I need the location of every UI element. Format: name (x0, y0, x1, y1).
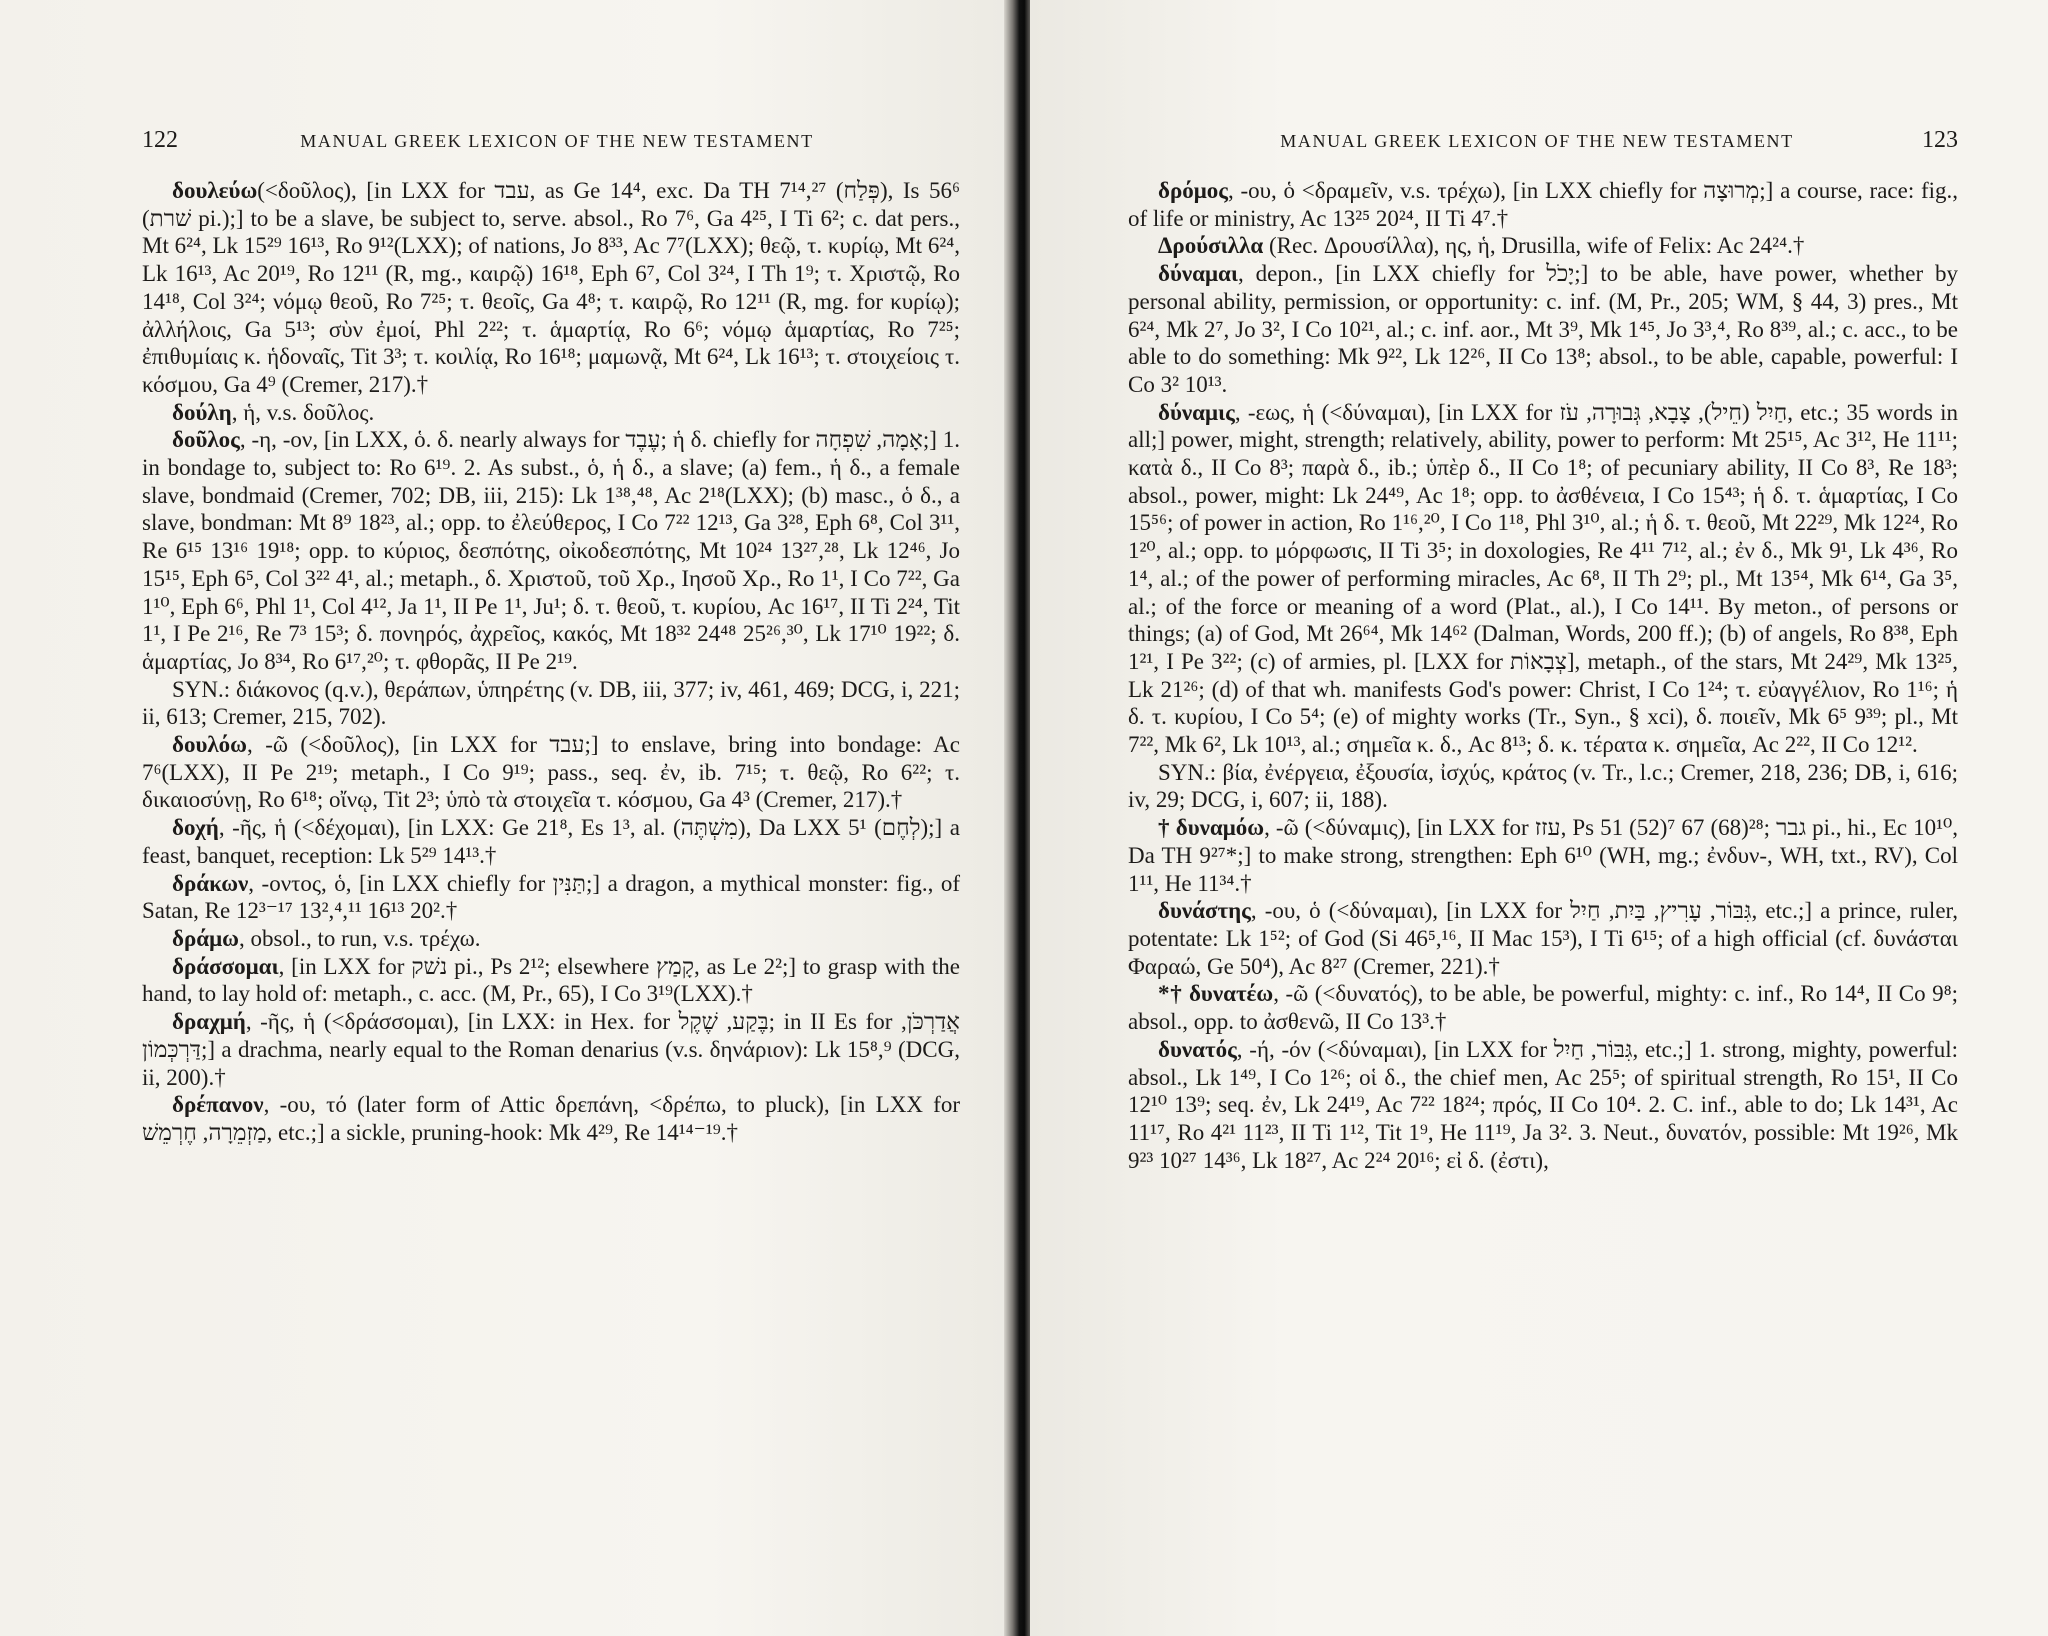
entry-text: (<δοῦλος), [in LXX for עבד, as Ge 14⁴, exc. Da TH 7¹⁴,²⁷ (פְּלַח), Is 56⁶ (שׁרת pi.);] to be a slave, be subject to, serve. absol., Ro 7⁶, Ga 4²⁵, I Ti 6²; c. dat pers., Mt 6²⁴, Lk 15²⁹ 16¹³, Ro 9¹²(LXX); of nations, Jo 8³³, Ac 7⁷(LXX); θεῷ, τ. κυρίῳ, Mt 6²⁴, Lk 16¹³, Ac 20¹⁹, Ro 12¹¹ (R, mg., καιρῷ) 16¹⁸, Eph 6⁷, Col 3²⁴, I Th 1⁹; τ. Χριστῷ, Ro 14¹⁸, Col 3²⁴; νόμῳ θεοῦ, Ro 7²⁵; τ. θεοῖς, Ga 4⁸; τ. καιρῷ, Ro 12¹¹ (R, mg. for κυρίῳ); ἀλλήλοις, Ga 5¹³; σὺν ἐμοί, Phl 2²²; τ. ἁμαρτίᾳ, Ro 6⁶; νόμῳ ἁμαρτίας, Ro 7²⁵; ἐπιθυμίαις κ. ἡδοναῖς, Tit 3³; τ. κοιλίᾳ, Ro 16¹⁸; μαμωνᾷ, Mt 6²⁴, Lk 16¹³; τ. στοιχείοις τ. κόσμου, Ga 4⁹ (Cremer, 217).† (142, 178, 960, 397)
lexicon-column (1128, 177, 1958, 1174)
entry-text: , obsol., to run, v.s. τρέχω. (238, 925, 481, 951)
entry-headword: *† δυνατέω (1158, 981, 1274, 1007)
lexicon-column (142, 177, 960, 1147)
running-head: MANUAL GREEK LEXICON OF THE NEW TESTAMENT (1280, 131, 1794, 151)
page-number: 122 (142, 127, 178, 153)
entry-headword: † δυναμόω (1158, 815, 1265, 841)
entry-headword: δύναμαι (1158, 261, 1238, 287)
entry-headword: δυνάστης (1158, 898, 1251, 924)
entry-text: SYN.: διάκονος (q.v.), θεράπων, ὑπηρέτης (v. DB, iii, 377; iv, 461, 469; DCG, i, 221; ii, 613; Cremer, 215, 702). (142, 676, 960, 730)
lexicon-entry (142, 731, 960, 814)
entry-text: , ἡ, v.s. δοῦλος. (231, 399, 375, 425)
lexicon-entry (1128, 260, 1958, 399)
entry-text: , -ου, ὁ (<δύναμαι), [in LXX for גִּבּוֹר, עָרִיץ, בַּיִת, חַיִל, etc.;] a prince, ruler, potentate: Lk 1⁵²; of God (Si 46⁵,¹⁶, II Mac 15³), I Ti 6¹⁵; of a high official (cf. δυνάσται Φαραώ, Ge 50⁴), Ac 8²⁷ (Cremer, 221).† (1128, 898, 1959, 979)
lexicon-entry (142, 399, 960, 427)
entry-text: , -ῆς, ἡ (<δράσσομαι), [in LXX: in Hex. for בֶּקַע, שֶׁקֶל; in II Es for אֲדַרְכֹּן, דַּרְכְּמוֹן;] a drachma, nearly equal to the Roman denarius (v.s. δηνάριον): Lk 15⁸,⁹ (DCG, ii, 200).† (142, 1009, 960, 1090)
left-page (0, 0, 1012, 1636)
entry-text: , -ῶ (<δοῦλος), [in LXX for עבד;] to enslave, bring into bondage: Ac 7⁶(LXX), II Pe 2¹⁹; metaph., I Co 9¹⁹; pass., seq. ἐν, ib. 7¹⁵; τ. θεῷ, Ro 6²²; τ. δικαιοσύνῃ, Ro 6¹⁸; οἴνῳ, Tit 2³; ὑπὸ τὰ στοιχεῖα τ. κόσμου, Ga 4³ (Cremer, 217).† (142, 732, 960, 813)
lexicon-entry (142, 1008, 960, 1091)
entry-headword: δοῦλος (172, 427, 240, 453)
entry-headword: Δρούσιλλα (1158, 233, 1264, 259)
entry-text: , -εως, ἡ (<δύναμαι), [in LXX for חַיִל (חֵיל), צָבָא, גְּבוּרָה, עֹז, etc.; 35 words in all;] power, might, strength; relatively, ability, power to perform: Mt 25¹⁵, Ac 3¹², He 11¹¹; κατὰ δ., II Co 8³; παρὰ δ., ib.; ὑπὲρ δ., II Co 1⁸; of pecuniary ability, II Co 8³, Re 18³; absol., power, might: Lk 24⁴⁹, Ac 1⁸; opp. to ἀσθένεια, I Co 15⁴³; ἡ δ. τ. ἁμαρτίας, I Co 15⁵⁶; of power in action, Ro 1¹⁶,²⁰, I Co 1¹⁸, Phl 3¹⁰, al.; ἡ δ. τ. θεοῦ, Mt 22²⁹, Mk 12²⁴, Ro 1²⁰, al.; opp. to μόρφωσις, II Ti 3⁵; in doxologies, Re 4¹¹ 7¹², al.; ἐν δ., Mk 9¹, Lk 4³⁶, Ro 1⁴, al.; of the power of performing miracles, Ac 6⁸, II Th 2⁹; pl., Mt 13⁵⁴, Mk 6¹⁴, Ga 3⁵, al.; of the force or meaning of a word (Plat., al.), I Co 14¹¹. By meton., of persons or things; (a) of God, Mt 26⁶⁴, Mk 14⁶² (Dalman, Words, 200 ff.); (b) of angels, Ro 8³⁸, Eph 1²¹, I Pe 3²²; (c) of armies, pl. [LXX for צְבָאוֹת], metaph., of the stars, Mt 24²⁹, Mk 13²⁵, Lk 21²⁶; (d) of that wh. manifests God's power: Christ, I Co 1²⁴; τ. εὐαγγέλιον, Ro 1¹⁶; ἡ δ. τ. κυρίου, I Co 5⁴; (e) of mighty works (Tr., Syn., § xci), δ. ποιεῖν, Mk 6⁵ 9³⁹; pl., Mt 7²², Mk 6², Lk 10¹³, al.; σημεῖα κ. δ., Ac 8¹³; δ. κ. τέρατα κ. σημεῖα, Ac 2²², II Co 12¹². (1128, 399, 1959, 758)
entry-headword: δουλεύω (172, 178, 258, 203)
lexicon-entry (1128, 897, 1958, 980)
entry-headword: δούλη (172, 399, 232, 425)
lexicon-entry (142, 925, 960, 953)
lexicon-entry (142, 814, 960, 869)
lexicon-entry (142, 177, 960, 399)
lexicon-entry (1128, 232, 1958, 260)
synonym-note (1128, 759, 1958, 814)
lexicon-entry (142, 870, 960, 925)
lexicon-entry (1128, 814, 1958, 897)
lexicon-entry (1128, 980, 1958, 1035)
entry-text: , -ή, -όν (<δύναμαι), [in LXX for גִּבּוֹר, חַיִל, etc.;] 1. strong, mighty, powerful: absol., Lk 1⁴⁹, I Co 1²⁶; οἱ δ., the chief men, Ac 25⁵; of spiritual strength, Ro 15¹, II Co 12¹⁰ 13⁹; seq. ἐν, Lk 24¹⁹, Ac 7²² 18²⁴; πρός, II Co 10⁴. 2. C. inf., able to do; Lk 14³¹, Ac 11¹⁷, Ro 4²¹ 11²³, II Ti 1¹², Tit 1⁹, He 11¹⁹, Ja 3². 3. Neut., δυνατόν, possible: Mt 19²⁶, Mk 9²³ 10²⁷ 14³⁶, Lk 18²⁷, Ac 2²⁴ 20¹⁶; εἰ δ. (ἐστι), (1128, 1036, 1958, 1173)
entry-text: , -ῶ (<δυνατός), to be able, be powerful, mighty: c. inf., Ro 14⁴, II Co 9⁸; absol., opp. to ἀσθενῶ, II Co 13³.† (1128, 981, 1959, 1035)
entry-text: , -ου, ὁ <δραμεῖν, v.s. τρέχω), [in LXX chiefly for מְרוּצָה;] a course, race: fig., of life or ministry, Ac 13²⁵ 20²⁴, II Ti 4⁷.† (1128, 178, 1958, 231)
entry-text: SYN.: βία, ἐνέργεια, ἐξουσία, ἰσχύς, κράτος (v. Tr., l.c.; Cremer, 218, 236; DB, i, 616; iv, 29; DCG, i, 607; ii, 188). (1128, 759, 1958, 813)
page-header (142, 128, 960, 153)
entry-headword: δράμω (172, 925, 239, 951)
lexicon-entry (142, 1091, 960, 1146)
entry-text: , -η, -ον, [in LXX, ὁ. δ. nearly always for עֶבֶד; ἡ δ. chiefly for אָמָה, שִׁפְחָה;] 1. in bondage to, subject to: Ro 6¹⁹. 2. As subst., ὁ, ἡ δ., a slave; (a) fem., ἡ δ., a female slave, bondmaid (Cremer, 702; DB, iii, 215): Lk 1³⁸,⁴⁸, Ac 2¹⁸(LXX); (b) masc., ὁ δ., a slave, bondman: Mt 8⁹ 18²³, al.; opp. to ἐλεύθερος, I Co 7²² 12¹³, Ga 3²⁸, Eph 6⁸, Col 3¹¹, Re 6¹⁵ 13¹⁶ 19¹⁸; opp. to κύριος, δεσπότης, οἰκοδεσπότης, Mt 10²⁴ 13²⁷,²⁸, Lk 12⁴⁶, Jo 15¹⁵, Eph 6⁵, Col 3²² 4¹, al.; metaph., δ. Χριστοῦ, τοῦ Χρ., Ιησοῦ Χρ., Ro 1¹, I Co 7²², Ga 1¹⁰, Eph 6⁶, Phl 1¹, Col 4¹², Ja 1¹, II Pe 1¹, Ju¹; δ. τ. θεοῦ, τ. κυρίου, Ac 16¹⁷, II Ti 2²⁴, Tit 1¹, I Pe 2¹⁶, Re 7³ 15³; δ. πονηρός, ἀχρεῖος, κακός, Mt 18³² 24⁴⁸ 25²⁶,³⁰, Lk 17¹⁰ 19²²; δ. ἁμαρτίας, Jo 8³⁴, Ro 6¹⁷,²⁰; τ. φθορᾶς, II Pe 2¹⁹. (142, 427, 960, 674)
lexicon-entry (1128, 1036, 1958, 1175)
entry-headword: δράκων (172, 870, 249, 896)
lexicon-entry (142, 426, 960, 675)
entry-headword: δραχμή (172, 1009, 246, 1035)
right-page (1030, 0, 2048, 1636)
lexicon-entry (142, 953, 960, 1008)
running-head: MANUAL GREEK LEXICON OF THE NEW TESTAMENT (300, 131, 814, 151)
entry-text: , -ῆς, ἡ (<δέχομαι), [in LXX: Ge 21⁸, Es 1³, al. (מִשְׁתֶּה), Da LXX 5¹ (לְחֶם);] a feast, banquet, reception: Lk 5²⁹ 14¹³.† (142, 815, 960, 868)
entry-headword: δρέπανον (172, 1092, 264, 1118)
entry-text: , depon., [in LXX chiefly for יָכֹל;] to be able, have power, whether by personal ability, permission, or opportunity: c. inf. (M, Pr., 205; WM, § 44, 3) pres., Mt 6²⁴, Mk 2⁷, Jo 3², I Co 10²¹, al.; c. inf. aor., Mt 3⁹, Mk 1⁴⁵, Jo 3³,⁴, Ro 8³⁹, al.; c. acc., to be able to do something: Mk 9²², Lk 12²⁶, II Co 13⁸; absol., to be able, capable, powerful: I Co 3² 10¹³. (1128, 261, 1958, 397)
entry-text: , -ου, τό (later form of Attic δρεπάνη, <δρέπω, to pluck), [in LXX for מַזְמֵרָה, חֶרְמֵשׁ, etc.;] a sickle, pruning-hook: Mk 4²⁹, Re 14¹⁴⁻¹⁹.† (142, 1092, 960, 1145)
entry-text: , -οντος, ὁ, [in LXX chiefly for תַּנִּין;] a dragon, a mythical monster: fig., of Satan, Re 12³⁻¹⁷ 13²,⁴,¹¹ 16¹³ 20².† (142, 870, 961, 924)
entry-headword: δυνατός (1158, 1036, 1237, 1062)
entry-text: , [in LXX for נשׁק pi., Ps 2¹²; elsewhere קָמַץ, as Le 2²;] to grasp with the hand, to lay hold of: metaph., c. acc. (M, Pr., 65), I Co 3¹⁹(LXX).† (142, 953, 960, 1007)
entry-headword: δοχή (172, 815, 219, 841)
page-number: 123 (1922, 127, 1958, 153)
page-header (1128, 128, 1958, 153)
entry-headword: δύναμις (1158, 399, 1235, 425)
entry-headword: δράσσομαι (172, 953, 279, 979)
entry-text: (Rec. Δρουσίλλα), ης, ἡ, Drusilla, wife of Felix: Ac 24²⁴.† (1263, 233, 1805, 259)
lexicon-entry (1128, 399, 1958, 759)
entry-text: , -ῶ (<δύναμις), [in LXX for עזז, Ps 51 (52)⁷ 67 (68)²⁸; גבר pi., hi., Ec 10¹⁰, Da TH 9²⁷*;] to make strong, strengthen: Eph 6¹⁰ (WH, mg.; ἐνδυν-, WH, txt., RV), Col 1¹¹, He 11³⁴.† (1128, 815, 1959, 896)
synonym-note (142, 676, 960, 731)
entry-headword: δρόμος (1158, 178, 1228, 203)
lexicon-entry (1128, 177, 1958, 232)
entry-headword: δουλόω (172, 732, 247, 758)
